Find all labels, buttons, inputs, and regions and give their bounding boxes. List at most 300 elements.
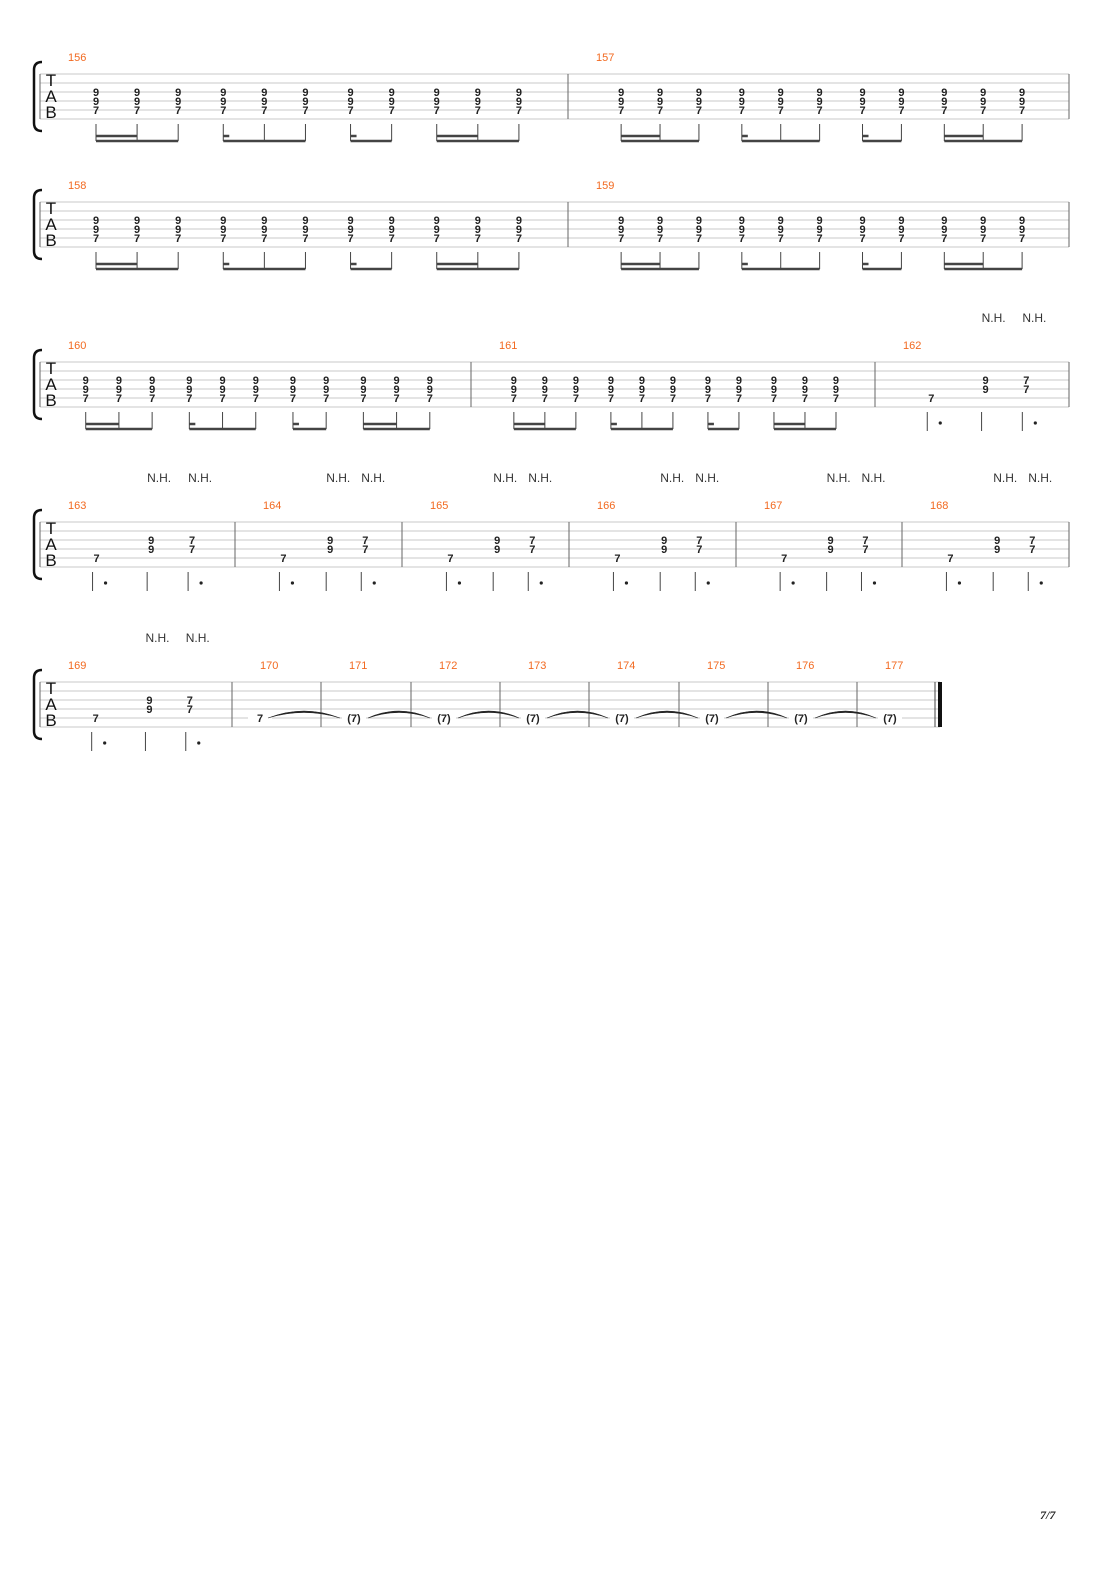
tab-clef-letter: T [45,71,57,90]
measure-170 [248,660,340,727]
harmonic-fret-number: 9 [327,535,334,547]
measure-number: 177 [885,660,904,672]
fret-number: 9 [656,96,664,108]
fret-number: 9 [832,375,840,387]
measure-number: 168 [930,500,949,512]
measure-161 [499,340,875,429]
fret-number: 9 [302,224,309,236]
measure-number: 175 [707,660,726,672]
harmonic-fret-number: 9 [827,544,834,556]
fret-number: 9 [777,215,784,227]
fret-number: 7 [777,233,784,245]
fret-number: 9 [618,224,625,236]
fret-number: 9 [695,224,702,236]
measure-number: 165 [430,500,449,512]
fret-number: 9 [175,215,182,227]
augmentation-dot [873,581,876,584]
augmentation-dot [1034,421,1037,424]
fret-number: 7 [638,393,645,405]
measure-177 [878,660,942,727]
fret-number: 7 [302,233,309,245]
fret-number: 7 [941,105,948,117]
fret-number: 9 [220,87,227,99]
fret-number: 9 [941,215,948,227]
fret-number: (7) [615,713,629,725]
fret-number: 7 [735,393,743,405]
tie-arc [368,711,430,718]
fret-number: 7 [695,105,702,117]
fret-number: 7 [980,233,987,245]
augmentation-dot [373,581,376,584]
fret-number: 9 [149,384,156,396]
measure-158 [68,180,568,269]
fret-number: (7) [705,713,719,725]
fret-number: 9 [1019,87,1026,99]
fret-number: 9 [980,224,987,236]
fret-number: 9 [618,215,625,227]
fret-number: 9 [941,224,948,236]
tab-clef-letter: B [45,711,57,730]
natural-harmonic-label: N.H. [326,471,351,485]
fret-number: 9 [186,384,193,396]
fret-number: 7 [261,233,268,245]
harmonic-fret-number: 9 [982,384,989,396]
fret-number: 7 [82,393,89,405]
measure-number: 167 [764,500,783,512]
fret-number: 7 [92,105,100,117]
harmonic-fret-number: 7 [1029,544,1036,556]
fret-number: 9 [801,384,809,396]
fret-number: 7 [388,233,395,245]
tie-arc [636,711,698,718]
fret-number: 7 [388,105,395,117]
staff-system-2 [34,180,1069,269]
natural-harmonic-label: N.H. [826,471,851,485]
natural-harmonic-label: N.H. [145,631,170,645]
fret-number: 9 [738,215,745,227]
tab-clef-letter: A [45,215,57,234]
measure-172 [432,660,519,727]
measure-176 [789,660,876,727]
fret-number: 9 [92,96,100,108]
fret-number: 7 [770,393,778,405]
fret-number: 9 [695,87,702,99]
fret-number: 7 [738,105,745,117]
augmentation-dot [291,581,294,584]
staff-system-5 [34,631,942,751]
fret-number: 7 [941,233,948,245]
fret-number: 9 [474,96,481,108]
fret-number: 7 [980,105,987,117]
fret-number: 9 [777,224,784,236]
system-bracket [34,190,42,259]
harmonic-fret-number: 7 [189,535,196,547]
natural-harmonic-label: N.H. [660,471,685,485]
harmonic-fret-number: 7 [362,544,369,556]
fret-number: 9 [360,375,367,387]
measure-159 [596,180,1069,269]
fret-number: 9 [220,224,227,236]
fret-number: 7 [618,105,625,117]
fret-number: 9 [735,384,743,396]
fret-number: 7 [898,233,905,245]
fret-number: 9 [360,384,367,396]
fret-number: (7) [794,713,808,725]
fret-number: 9 [515,96,522,108]
fret-number: 9 [704,375,711,387]
fret-number: 9 [347,96,354,108]
harmonic-fret-number: 7 [696,544,703,556]
fret-number: 9 [92,224,100,236]
harmonic-fret-number: 7 [189,544,196,556]
fret-number: 9 [735,375,743,387]
fret-number: 9 [801,375,809,387]
fret-number: 9 [515,87,522,99]
fret-number: 7 [474,105,481,117]
tab-clef-letter: A [45,375,57,394]
harmonic-fret-number: 7 [362,535,369,547]
fret-number: 7 [515,233,522,245]
fret-number: 9 [82,375,89,387]
fret-number: 9 [607,384,614,396]
tab-clef-letter: T [45,519,57,538]
fret-number: 9 [347,224,354,236]
natural-harmonic-label: N.H. [981,311,1006,325]
fret-number: 9 [859,224,866,236]
harmonic-fret-number: 7 [529,544,536,556]
fret-number: 7 [280,553,287,565]
fret-number: 7 [704,393,711,405]
fret-number: 7 [92,713,99,725]
measure-number: 161 [499,340,518,352]
fret-number: 7 [447,553,454,565]
augmentation-dot [792,581,795,584]
harmonic-fret-number: 9 [494,535,501,547]
fret-number: 9 [289,384,297,396]
natural-harmonic-label: N.H. [147,471,172,485]
fret-number: 9 [302,96,309,108]
fret-number: 9 [92,87,100,99]
fret-number: 9 [898,96,905,108]
fret-number: 9 [261,96,268,108]
fret-number: 9 [572,375,579,387]
fret-number: 7 [252,393,259,405]
staff-system-1 [34,52,1069,141]
harmonic-fret-number: 9 [148,544,155,556]
fret-number: 7 [614,553,621,565]
fret-number: 9 [656,87,664,99]
fret-number: 9 [426,375,433,387]
fret-number: 9 [388,215,395,227]
measure-number: 169 [68,660,87,672]
measure-number: 172 [439,660,458,672]
fret-number: 7 [93,553,100,565]
harmonic-fret-number: 9 [494,544,501,556]
fret-number: 9 [980,96,987,108]
tab-clef-letter: T [45,359,57,378]
fret-number: 7 [656,105,664,117]
measure-number: 157 [596,52,615,64]
fret-number: 9 [656,224,664,236]
fret-number: 7 [134,105,141,117]
fret-number: 9 [92,215,100,227]
fret-number: 7 [433,233,440,245]
fret-number: 9 [510,375,517,387]
tab-clef-letter: B [45,103,57,122]
fret-number: 9 [252,375,259,387]
fret-number: (7) [883,713,897,725]
final-barline-thick [938,682,942,727]
fret-number: 7 [618,233,625,245]
augmentation-dot [104,581,107,584]
fret-number: 9 [980,215,987,227]
tie-arc [726,711,787,718]
staff-system-3 [34,311,1069,431]
fret-number: 9 [980,87,987,99]
harmonic-fret-number: 7 [186,695,193,707]
harmonic-fret-number: 9 [146,695,153,707]
harmonic-fret-number: 7 [186,704,193,716]
fret-number: 7 [261,105,268,117]
fret-number: 7 [360,393,367,405]
harmonic-fret-number: 9 [661,535,668,547]
fret-number: 9 [738,96,745,108]
fret-number: 9 [474,215,481,227]
fret-number: 9 [388,87,395,99]
fret-number: 9 [474,224,481,236]
fret-number: 9 [1019,96,1026,108]
fret-number: 7 [347,105,354,117]
natural-harmonic-label: N.H. [1022,311,1047,325]
fret-number: 9 [261,87,268,99]
fret-number: 9 [816,224,823,236]
measure-number: 160 [68,340,87,352]
natural-harmonic-label: N.H. [695,471,720,485]
measure-number: 164 [263,500,282,512]
fret-number: 9 [541,384,548,396]
fret-number: 7 [738,233,745,245]
fret-number: 7 [777,105,784,117]
fret-number: 9 [219,384,226,396]
tie-arc [815,711,876,718]
fret-number: 9 [770,384,778,396]
system-bracket [34,350,42,419]
measure-171 [342,660,430,727]
fret-number: 9 [541,375,548,387]
augmentation-dot [1040,581,1043,584]
fret-number: 7 [433,105,440,117]
fret-number: 9 [433,224,440,236]
fret-number: 7 [115,393,122,405]
harmonic-fret-number: 9 [661,544,668,556]
measure-175 [700,660,787,727]
system-bracket [34,62,42,131]
augmentation-dot [625,581,628,584]
natural-harmonic-label: N.H. [493,471,518,485]
fret-number: 9 [510,384,517,396]
fret-number: 7 [134,233,141,245]
measure-160 [68,340,471,429]
fret-number: 9 [695,215,702,227]
fret-number: 9 [770,375,778,387]
fret-number: 9 [941,96,948,108]
system-bracket [34,670,42,739]
harmonic-fret-number: 7 [862,544,869,556]
tie-arc [268,711,340,718]
tab-clef-letter: B [45,231,57,250]
fret-number: 9 [219,375,226,387]
measure-173 [521,660,608,727]
measure-number: 176 [796,660,815,672]
fret-number: 7 [515,105,522,117]
measure-174 [610,660,698,727]
fret-number: 9 [220,215,227,227]
fret-number: 9 [220,96,227,108]
fret-number: 7 [816,233,823,245]
augmentation-dot [707,581,710,584]
fret-number: 9 [302,87,309,99]
fret-number: 7 [289,393,297,405]
fret-number: 9 [638,375,645,387]
fret-number: 7 [474,233,481,245]
fret-number: 7 [175,105,182,117]
measure-number: 174 [617,660,636,672]
harmonic-fret-number: 7 [1023,375,1030,387]
fret-number: 7 [149,393,156,405]
harmonic-fret-number: 7 [862,535,869,547]
fret-number: 9 [433,215,440,227]
fret-number: 9 [115,384,122,396]
tab-clef-letter: A [45,535,57,554]
harmonic-fret-number: 7 [696,535,703,547]
fret-number: 9 [134,224,141,236]
augmentation-dot [939,421,942,424]
fret-number: 9 [669,384,676,396]
fret-number: 9 [738,224,745,236]
system-bracket [34,510,42,579]
fret-number: 9 [289,375,297,387]
fret-number: 9 [433,87,440,99]
harmonic-fret-number: 9 [327,544,334,556]
fret-number: 9 [898,224,905,236]
measure-number: 162 [903,340,922,352]
fret-number: 7 [669,393,676,405]
tab-clef-letter: T [45,199,57,218]
staff-system-4 [34,471,1069,591]
measure-number: 166 [597,500,616,512]
fret-number: 7 [781,553,788,565]
fret-number: 7 [1019,105,1026,117]
measure-number: 158 [68,180,87,192]
fret-number: 9 [832,384,840,396]
measure-157 [596,52,1069,141]
harmonic-fret-number: 9 [994,535,1001,547]
fret-number: 7 [219,393,226,405]
augmentation-dot [958,581,961,584]
measure-156 [68,52,568,141]
fret-number: 9 [1019,224,1026,236]
fret-number: 9 [941,87,948,99]
tie-arc [458,711,519,718]
fret-number: 9 [572,384,579,396]
fret-number: 9 [618,87,625,99]
measure-number: 170 [260,660,279,672]
fret-number: 9 [638,384,645,396]
fret-number: 9 [115,375,122,387]
fret-number: (7) [437,713,451,725]
fret-number: 7 [607,393,614,405]
fret-number: (7) [347,713,361,725]
tab-clef-letter: T [45,679,57,698]
fret-number: 9 [134,96,141,108]
fret-number: 9 [393,384,400,396]
fret-number: 9 [607,375,614,387]
harmonic-fret-number: 7 [1023,384,1030,396]
fret-number: (7) [526,713,540,725]
fret-number: 7 [832,393,840,405]
fret-number: 9 [388,96,395,108]
fret-number: 9 [704,384,711,396]
fret-number: 9 [898,87,905,99]
harmonic-fret-number: 7 [1029,535,1036,547]
fret-number: 9 [134,215,141,227]
fret-number: 7 [256,713,264,725]
fret-number: 9 [859,96,866,108]
page-number: 7/7 [1040,1508,1056,1522]
fret-number: 7 [426,393,433,405]
fret-number: 9 [175,96,182,108]
fret-number: 7 [859,105,866,117]
fret-number: 9 [433,96,440,108]
fret-number: 7 [302,105,309,117]
measure-number: 163 [68,500,87,512]
measure-number: 173 [528,660,547,672]
fret-number: 9 [261,224,268,236]
fret-number: 7 [220,105,227,117]
fret-number: 9 [175,224,182,236]
harmonic-fret-number: 9 [982,375,989,387]
fret-number: 9 [816,87,823,99]
natural-harmonic-label: N.H. [185,631,210,645]
fret-number: 7 [816,105,823,117]
measure-number: 171 [349,660,368,672]
fret-number: 9 [777,87,784,99]
fret-number: 9 [738,87,745,99]
natural-harmonic-label: N.H. [361,471,386,485]
measure-number: 156 [68,52,87,64]
augmentation-dot [458,581,461,584]
fret-number: 9 [302,215,309,227]
fret-number: 9 [82,384,89,396]
fret-number: 9 [816,215,823,227]
fret-number: 9 [816,96,823,108]
fret-number: 7 [541,393,548,405]
fret-number: 9 [859,215,866,227]
fret-number: 7 [695,233,702,245]
fret-number: 9 [426,384,433,396]
fret-number: 9 [898,215,905,227]
fret-number: 9 [186,375,193,387]
fret-number: 7 [510,393,517,405]
fret-number: 9 [393,375,400,387]
fret-number: 9 [474,87,481,99]
fret-number: 9 [618,96,625,108]
fret-number: 9 [261,215,268,227]
natural-harmonic-label: N.H. [188,471,213,485]
fret-number: 9 [515,215,522,227]
fret-number: 9 [134,87,141,99]
tab-clef-letter: B [45,391,57,410]
